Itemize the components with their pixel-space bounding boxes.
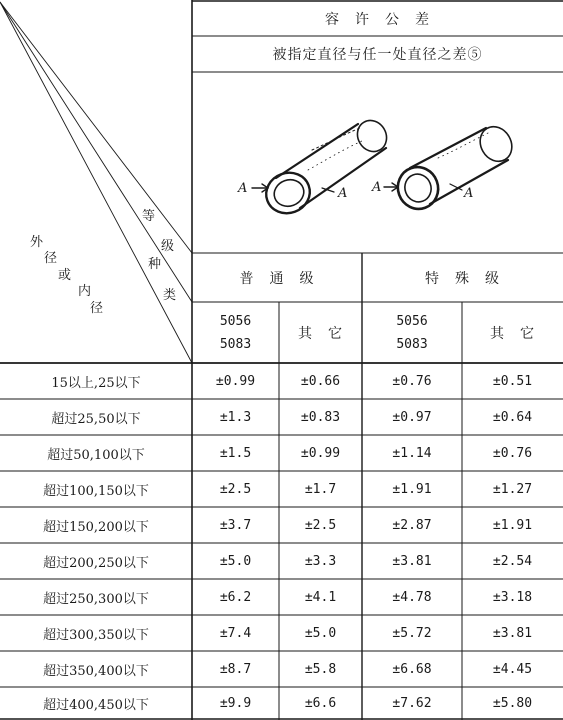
cell-special-5056: ±5.72 <box>392 625 432 641</box>
row-range-label: 15以上,25以下 <box>51 375 141 391</box>
row-range-label: 超过150,200以下 <box>43 519 149 535</box>
cell-normal-other: ±5.0 <box>304 625 337 641</box>
cell-normal-5056: ±0.99 <box>215 373 256 389</box>
cell-normal-other: ±6.6 <box>304 695 337 711</box>
header-5056: 5056 <box>219 313 252 329</box>
cell-special-other: ±5.80 <box>492 695 533 711</box>
cell-normal-other: ±0.99 <box>300 445 341 461</box>
cell-normal-other: ±5.8 <box>304 661 337 677</box>
tolerance-title: 容 许 公 差 <box>325 12 430 28</box>
cell-special-other: ±1.91 <box>492 517 533 533</box>
corner-type-char-2: 类 <box>163 288 177 303</box>
cell-special-other: ±0.76 <box>492 445 533 461</box>
cell-normal-5056: ±3.7 <box>219 517 252 533</box>
special-5056-5083-header <box>362 302 462 363</box>
cell-normal-5056: ±8.7 <box>219 661 252 677</box>
label-a-right-1: A <box>372 180 382 195</box>
header-5056: 5056 <box>396 313 428 329</box>
cell-normal-5056: ±6.2 <box>219 589 252 605</box>
cell-special-other: ±0.51 <box>492 373 533 389</box>
cell-special-5056: ±3.81 <box>392 553 432 569</box>
corner-type-char-1: 种 <box>148 257 162 272</box>
row-range-label: 超过25,50以下 <box>51 411 141 427</box>
special-other-header: 其 它 <box>490 325 535 342</box>
cell-special-other: ±3.18 <box>492 589 533 605</box>
corner-diameter-char-2: 径 <box>44 251 58 266</box>
normal-5056-5083-header <box>192 302 279 363</box>
cell-special-other: ±1.27 <box>492 481 533 497</box>
header-5083: 5083 <box>219 336 252 352</box>
row-range-label: 超过400,450以下 <box>43 697 149 713</box>
cell-special-5056: ±0.97 <box>392 409 432 425</box>
cell-normal-other: ±0.83 <box>300 409 341 425</box>
cell-special-other: ±3.81 <box>492 625 533 641</box>
cell-normal-other: ±4.1 <box>304 589 337 605</box>
cell-special-other: ±4.45 <box>492 661 533 677</box>
cell-special-5056: ±6.68 <box>392 661 432 677</box>
cell-special-5056: ±1.14 <box>392 445 432 461</box>
corner-grade-char-2: 级 <box>161 239 175 254</box>
cell-normal-5056: ±5.0 <box>219 553 252 569</box>
cell-special-5056: ±2.87 <box>392 517 432 533</box>
cell-normal-other: ±1.7 <box>304 481 337 497</box>
cell-special-5056: ±7.62 <box>392 695 432 711</box>
row-range-label: 超过100,150以下 <box>43 483 149 499</box>
cell-normal-5056: ±1.5 <box>219 445 252 461</box>
cell-normal-5056: ±2.5 <box>219 481 252 497</box>
corner-diameter-char-4: 内 <box>78 284 92 299</box>
label-a-right-2: A <box>464 186 474 201</box>
cell-special-other: ±2.54 <box>492 553 533 569</box>
pipe-left-figure <box>252 115 392 219</box>
cell-special-5056: ±4.78 <box>392 589 432 605</box>
normal-other-header: 其 它 <box>298 325 343 342</box>
cell-normal-other: ±0.66 <box>300 373 341 389</box>
row-range-label: 超过50,100以下 <box>47 447 145 463</box>
cell-normal-5056: ±9.9 <box>219 695 252 711</box>
corner-grade-char-1: 等 <box>142 209 156 224</box>
row-range-label: 超过300,350以下 <box>43 627 149 643</box>
cell-special-5056: ±0.76 <box>392 373 432 389</box>
cell-normal-5056: ±1.3 <box>219 409 252 425</box>
cell-normal-5056: ±7.4 <box>219 625 252 641</box>
cell-special-other: ±0.64 <box>492 409 533 425</box>
row-range-label: 超过350,400以下 <box>43 663 149 679</box>
corner-diameter-char-5: 径 <box>90 301 104 316</box>
pipe-right-figure <box>384 121 518 215</box>
subtitle: 被指定直径与任一处直径之差⑤ <box>272 47 483 63</box>
row-range-label: 超过250,300以下 <box>43 591 149 607</box>
label-a-left-1: A <box>238 181 248 196</box>
cell-normal-other: ±3.3 <box>304 553 337 569</box>
corner-diameter-char-3: 或 <box>58 268 72 283</box>
grade-special-header: 特 殊 级 <box>425 270 500 287</box>
row-range-label: 超过200,250以下 <box>43 555 149 571</box>
grade-normal-header: 普 通 级 <box>239 270 315 287</box>
cell-special-5056: ±1.91 <box>392 481 432 497</box>
label-a-left-2: A <box>338 186 348 201</box>
corner-diameter-char-1: 外 <box>30 235 44 250</box>
cell-normal-other: ±2.5 <box>304 517 337 533</box>
header-5083: 5083 <box>396 336 428 352</box>
